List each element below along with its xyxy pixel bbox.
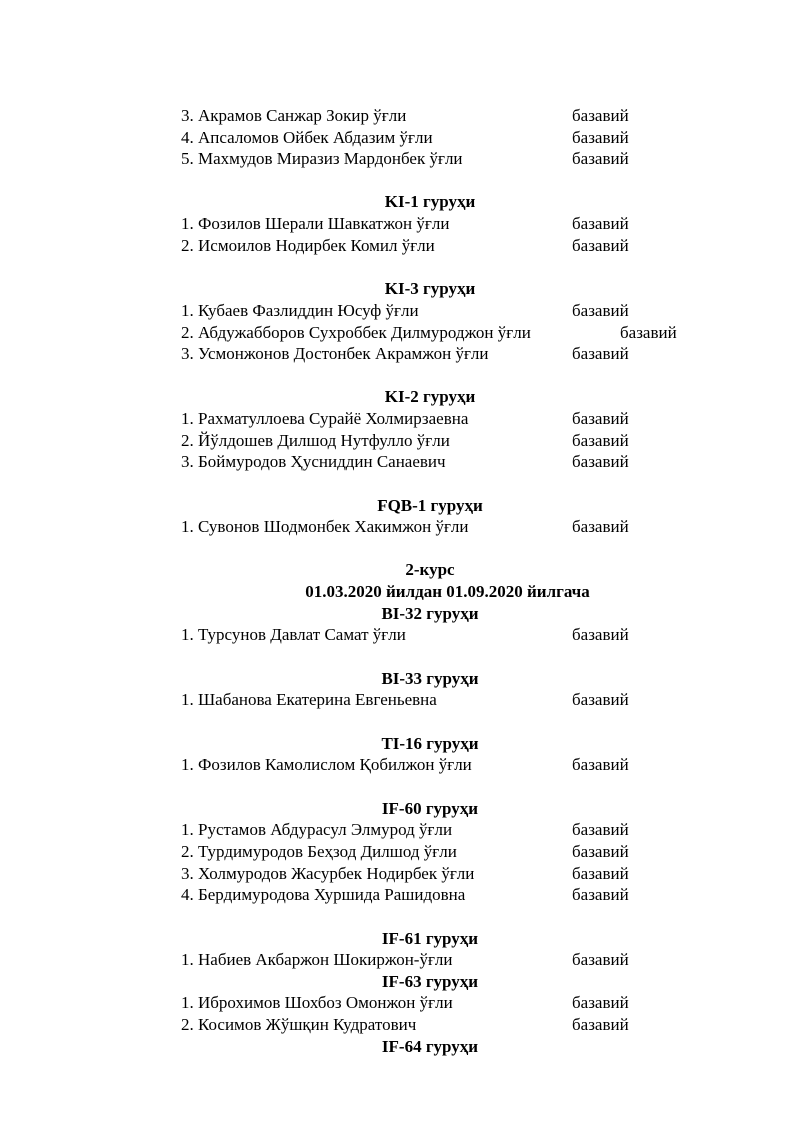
student-name: 1. Рустамов Абдурасул Элмурод ўғли — [181, 820, 453, 839]
student-status: базавий — [572, 214, 629, 233]
student-row — [0, 127, 800, 149]
student-row — [0, 430, 800, 452]
student-name: 3. Акрамов Санжар Зокир ўғли — [181, 106, 407, 125]
student-row — [0, 819, 800, 841]
student-row — [0, 213, 800, 235]
period-heading-row — [0, 581, 800, 603]
student-row — [0, 1014, 800, 1036]
group-heading: BI-33 гуруҳи — [381, 669, 479, 688]
student-row — [0, 884, 800, 906]
group-heading: KI-2 гуруҳи — [384, 387, 476, 406]
student-status: базавий — [572, 344, 629, 363]
group-heading-row — [0, 928, 800, 950]
student-row — [0, 300, 800, 322]
student-name: 1. Кубаев Фазлиддин Юсуф ўғли — [181, 301, 419, 320]
student-status: базавий — [572, 625, 629, 644]
student-row — [0, 863, 800, 885]
student-row — [0, 343, 800, 365]
student-status: базавий — [572, 106, 629, 125]
group-heading: KI-3 гуруҳи — [384, 279, 476, 298]
student-status: базавий — [572, 128, 629, 147]
group-heading-row — [0, 191, 800, 213]
group-heading-row — [0, 971, 800, 993]
student-name: 3. Боймуродов Ҳусниддин Санаевич — [181, 452, 446, 471]
group-heading-row — [0, 733, 800, 755]
student-status: базавий — [620, 323, 677, 342]
period-heading: 01.03.2020 йилдан 01.09.2020 йилгача — [305, 582, 590, 601]
student-status: базавий — [572, 517, 629, 536]
group-heading-row — [0, 495, 800, 517]
student-name: 2. Йўлдошев Дилшод Нутфулло ўғли — [181, 431, 450, 450]
student-status: базавий — [572, 1015, 629, 1034]
student-status: базавий — [572, 820, 629, 839]
student-status: базавий — [572, 864, 629, 883]
student-row — [0, 516, 800, 538]
student-name: 3. Усмонжонов Достонбек Акрамжон ўғли — [181, 344, 489, 363]
student-status: базавий — [572, 409, 629, 428]
student-status: базавий — [572, 301, 629, 320]
student-name: 4. Апсаломов Ойбек Абдазим ўғли — [181, 128, 433, 147]
course-heading-row — [0, 559, 800, 581]
group-heading: TI-16 гуруҳи — [381, 734, 479, 753]
group-heading-row — [0, 278, 800, 300]
student-name: 3. Холмуродов Жасурбек Нодирбек ўғли — [181, 864, 475, 883]
group-heading-row — [0, 668, 800, 690]
group-heading: IF-64 гуруҳи — [381, 1037, 479, 1056]
student-name: 1. Шабанова Екатерина Евгеньевна — [181, 690, 437, 709]
student-row — [0, 105, 800, 127]
group-heading: BI-32 гуруҳи — [381, 604, 479, 623]
group-heading: IF-63 гуруҳи — [381, 972, 479, 991]
student-status: базавий — [572, 950, 629, 969]
student-name: 1. Набиев Акбаржон Шокиржон-ўғли — [181, 950, 453, 969]
student-name: 4. Бердимуродова Хуршида Рашидовна — [181, 885, 466, 904]
student-name: 2. Косимов Жўшқин Кудратович — [181, 1015, 417, 1034]
student-name: 1. Иброхимов Шохбоз Омонжон ўғли — [181, 993, 453, 1012]
group-heading: FQB-1 гуруҳи — [377, 496, 483, 515]
student-name: 1. Фозилов Шерали Шавкатжон ўғли — [181, 214, 450, 233]
student-row — [0, 148, 800, 170]
student-row — [0, 992, 800, 1014]
student-name: 1. Фозилов Камолислом Қобилжон ўғли — [181, 755, 472, 774]
student-name: 1. Сувонов Шодмонбек Хакимжон ўғли — [181, 517, 469, 536]
student-row — [0, 949, 800, 971]
group-heading: KI-1 гуруҳи — [384, 192, 476, 211]
group-heading-row — [0, 1036, 800, 1058]
student-row — [0, 451, 800, 473]
group-heading-row — [0, 603, 800, 625]
student-status: базавий — [572, 431, 629, 450]
group-heading: IF-61 гуруҳи — [381, 929, 479, 948]
student-status: базавий — [572, 452, 629, 471]
student-status: базавий — [572, 885, 629, 904]
student-name: 1. Турсунов Давлат Самат ўғли — [181, 625, 406, 644]
student-status: базавий — [572, 993, 629, 1012]
student-row — [0, 689, 800, 711]
student-row — [0, 624, 800, 646]
student-name: 1. Рахматуллоева Сурайё Холмирзаевна — [181, 409, 469, 428]
student-name: 2. Турдимуродов Беҳзод Дилшод ўғли — [181, 842, 457, 861]
student-name: 2. Абдужабборов Сухроббек Дилмуроджон ўғли — [181, 323, 531, 342]
student-row — [0, 408, 800, 430]
course-heading: 2-курс — [405, 560, 455, 579]
student-status: базавий — [572, 236, 629, 255]
student-status: базавий — [572, 690, 629, 709]
student-name: 5. Махмудов Миразиз Мардонбек ўғли — [181, 149, 463, 168]
student-name: 2. Исмоилов Нодирбек Комил ўғли — [181, 236, 435, 255]
student-status: базавий — [572, 755, 629, 774]
group-heading: IF-60 гуруҳи — [381, 799, 479, 818]
group-heading-row — [0, 798, 800, 820]
student-row — [0, 235, 800, 257]
student-status: базавий — [572, 842, 629, 861]
student-row — [0, 754, 800, 776]
student-row — [0, 322, 800, 344]
group-heading-row — [0, 386, 800, 408]
student-row — [0, 841, 800, 863]
student-status: базавий — [572, 149, 629, 168]
